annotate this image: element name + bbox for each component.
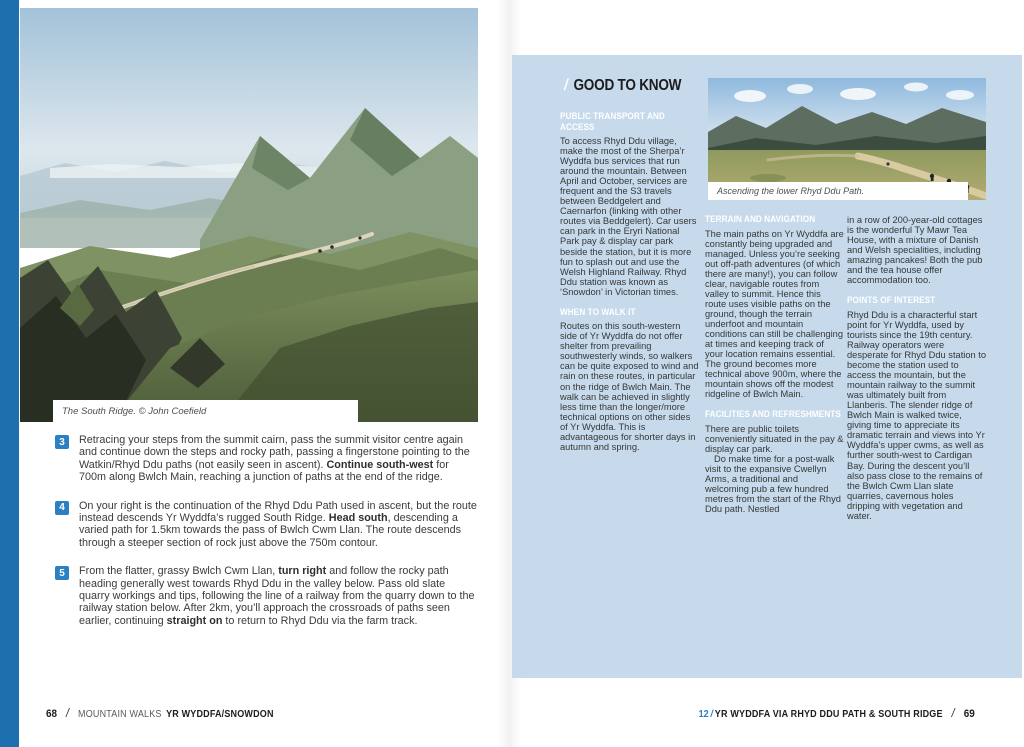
good-to-know-panel	[512, 55, 1022, 678]
photo-caption-right	[708, 182, 968, 200]
paragraph: There are public toilets conveniently situated in the pay & display car park.	[705, 423, 844, 454]
panel-heading-text: GOOD TO KNOW	[573, 77, 682, 94]
footer-route-title: YR WYDDFA VIA RHYD DDU PATH & SOUTH RIDGE	[715, 709, 943, 720]
step-text: On your right is the continuation of the Rhyd Ddu Path used in ascent, but the route instead descends Yr Wyddfa’s rugged South Ridge. Head south, descending a varied path for 1.5km towards the pass of Bwlch Cwm Llan. The route descends through a steeper section of rock just above the 750m contour.	[79, 499, 477, 549]
section-heading: WHEN TO WALK IT	[560, 306, 636, 318]
steps-list	[55, 434, 477, 643]
panel-heading	[564, 77, 702, 95]
section-heading: TERRAIN AND NAVIGATION	[705, 214, 816, 225]
page-edge-accent-bar	[0, 0, 19, 747]
step-text: From the flatter, grassy Bwlch Cwm Llan, turn right and follow the rocky path heading generally west towards Rhyd Ddu in the valley below. Pass old slate quarry workings and tips, following the line of a railway from the quarry down to the railway station below. After 2km, you’ll approach the crossroads of paths seen earlier, continuing straight on to return to Rhyd Ddu via the farm track.	[79, 565, 475, 627]
paragraph: To access Rhyd Ddu village, make the most of the Sherpa’r Wyddfa bus services that run around the mountain. Between April and October, services are frequent and the S3 travels between Beddgelert and Caernarfon (linking with other routes via Beddgelert). Car users can park in the Eryri National Park pay & display car park beside the station, but it is more fun to splash out and use the Welsh Highland Railway. Rhyd Ddu station was known as ‘Snowdon’ in Victorian times.	[560, 136, 697, 297]
route-number: 12	[698, 709, 709, 720]
step-item	[55, 500, 477, 550]
slash-divider: /	[66, 706, 70, 720]
slash-divider: /	[951, 706, 955, 720]
paragraph: Routes on this south-western side of Yr Wyddfa do not offer shelter from prevailing southwesterly winds, so walkers can be quite exposed to wind and rain on these routes, in particular on the ridge of Bwlch Main. The walk can be achieved in slightly less time than the longer/more technical options on other sides of Yr Wyddfa. This is advantageous for shorter days in autumn and spring.	[560, 321, 699, 452]
paragraph: in a row of 200-year-old cottages is the wonderful Ty Mawr Tea House, with a mixture of Danish and Welsh specialities, including amazing pancakes! Both the pub and the tea house offer accommodation too.	[847, 215, 983, 286]
info-column-1	[560, 112, 700, 452]
info-column-3	[847, 215, 987, 521]
footer-right	[699, 706, 975, 720]
footer-book-title: YR WYDDFA/SNOWDON	[166, 709, 274, 720]
page-number-left: 68	[46, 708, 58, 720]
footer-left	[46, 706, 274, 720]
south-ridge-photo	[20, 8, 478, 422]
paragraph: The main paths on Yr Wyddfa are constantly being upgraded and managed. Unless you’re seeking out off-path adventures (of which there are many!), you can follow clear, navigable routes from valley to summit. Hence this route uses visible paths on the ground, though the terrain underfoot and mountain conditions can still be challenging at times and keeping track of your location remains essential. The ground becomes more technical above 900m, where the mountain shows off the modest ridgeline of Bwlch Main.	[705, 228, 844, 400]
page-number-right: 69	[963, 708, 975, 720]
info-column-2	[705, 215, 844, 514]
paragraph: Rhyd Ddu is a characterful start point for Yr Wyddfa, used by tourists since the 19th century. Railway operators were desperate for Rhyd Ddu station to become the station used to access the mountain, but the mountain railway to the summit was ultimately built from Llanberis. The slender ridge of Bwlch Main is walked twice, giving time to appreciate its dramatic terrain and views into Yr Wyddfa’s upper cwms, as well as further south-west to Cardigan Bay. During the descent you’ll also pass close to the remains of the Bwlch Cwm Llan slate quarries, cavernous holes dripping with vegetation and water.	[847, 309, 987, 521]
step-number-badge: 3	[55, 435, 69, 449]
section-heading: FACILITIES AND REFRESHMENTS	[705, 409, 841, 421]
photo-caption-left-text: The South Ridge. © John Coefield	[62, 405, 207, 417]
panel-heading-inner	[564, 77, 681, 95]
south-ridge-photo-art	[20, 8, 478, 422]
step-item	[55, 565, 477, 627]
paragraph: Do make time for a post-walk visit to the expansive Cwellyn Arms, a traditional and welcoming pub a few hundred metres from the start of the Rhyd Ddu path. Nestled	[705, 453, 841, 515]
step-number-badge: 5	[55, 566, 69, 580]
slash-decoration: /	[564, 77, 568, 94]
step-text: Retracing your steps from the summit cairn, pass the summit visitor centre again and continue down the steps and rocky path, passing a fingerstone pointing to the Watkin/Rhyd Ddu paths (not easily seen in ascent). Continue south-west for 700m along Bwlch Main, reaching a junction of paths at the end of the ridge.	[79, 434, 470, 484]
photo-caption-right-text: Ascending the lower Rhyd Ddu Path.	[717, 186, 865, 196]
footer-series-label: MOUNTAIN WALKS	[78, 709, 162, 720]
section-heading: POINTS OF INTEREST	[847, 295, 936, 307]
section-heading: PUBLIC TRANSPORT AND ACCESS	[560, 111, 665, 133]
photo-caption-left	[53, 400, 358, 422]
slash-divider-blue: /	[710, 709, 714, 720]
step-item	[55, 434, 477, 484]
step-number-badge: 4	[55, 501, 69, 515]
